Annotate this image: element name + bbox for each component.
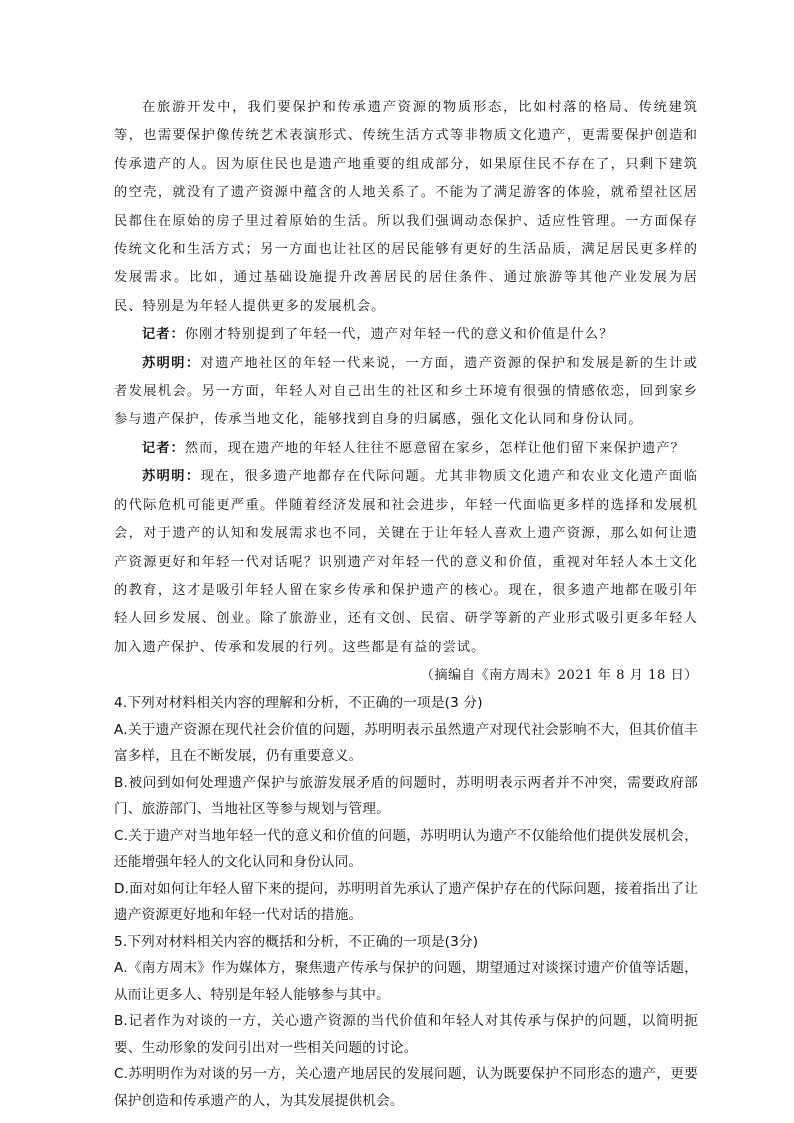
- question-stem: 5.下列对材料相关内容的概括和分析，不正确的一项是(3分): [114, 933, 479, 950]
- dialogue-text: 对遗产地社区的年轻一代来说，一方面，遗产资源的保护和发展是新的生计或者发展机会。另一方面，年轻人对自己出生的社区和乡土环境有很强的情感依恋，回到家乡参与遗产保护，传承当地文化，能够找到自身的归属感，强化文化认同和身份认同。: [114, 355, 698, 428]
- speaker-label: 苏明明：: [142, 469, 201, 485]
- dialogue-text: 然而，现在遗产地的年轻人往往不愿意留在家乡，怎样让他们留下来保护遗产？: [184, 440, 685, 456]
- option-c: C.苏明明作为对谈的另一方，关心遗产地居民的发展问题，认为既要保护不同形态的遗产，更要保护创造和传承遗产的人，为其发展提供机会。: [114, 1066, 698, 1109]
- dialogue-text: 现在，很多遗产地都存在代际问题。尤其非物质文化遗产和农业文化遗产面临的代际危机可能更严重。伴随着经济发展和社会进步，年轻一代面临更多样的选择和发展机会，对于遗产的认知和发展需求也不同，关键在于让年轻人喜欢上遗产资源，那么如何让遗产资源更好和年轻一代对话呢？识别遗产对年轻一代的意义和价值，重视对年轻人本土文化的教育，这才是吸引年轻人留在家乡传承和保护遗产的核心。现在，很多遗产地都在吸引年轻人回乡发展、创业。除了旅游业，还有文创、民宿、研学等新的产业形式吸引更多年轻人加入遗产保护、传承和发展的行列。这些都是有益的尝试。: [114, 469, 698, 655]
- speaker-label: 苏明明：: [142, 355, 201, 371]
- intro-paragraph: 在旅游开发中，我们要保护和传承遗产资源的物质形态，比如村落的格局、传统建筑等，也需要保护像传统艺术表演形式、传统生活方式等非物质文化遗产，更需要保护创造和传承遗产的人。因为原住民也是遗产地重要的组成部分，如果原住民不存在了，只剩下建筑的空壳，就没有了遗产资源中蕴含的人地关系了。不能为了满足游客的体验，就希望社区居民都住在原始的房子里过着原始的生活。所以我们强调动态保护、适应性管理。一方面保存传统文化和生活方式；另一方面也让社区的居民能够有更好的生活品质，满足居民更多样的发展需求。比如，通过基础设施提升改善居民的居住条件、通过旅游等其他产业发展为居民、特别是为年轻人提供更多的发展机会。: [114, 100, 698, 314]
- dialogue-line-3: [114, 435, 698, 463]
- speaker-label: 记者：: [142, 327, 185, 343]
- question-5: [114, 929, 698, 1115]
- dialogue-text: 你刚才特别提到了年轻一代，遗产对年轻一代的意义和价值是什么？: [184, 327, 614, 343]
- dialogue-line-2: [114, 350, 698, 435]
- question-stem: 4.下列对材料相关内容的理解和分析，不正确的一项是(3 分): [114, 695, 483, 712]
- option-a: A.《南方周末》作为媒体方，聚焦遗产传承与保护的问题，期望通过对谈探讨遗产价值等话题，从而让更多人、特别是年轻人能够参与其中。: [114, 960, 698, 1003]
- option-c: C.关于遗产对当地年轻一代的意义和价值的问题，苏明明认为遗产不仅能给他们提供发展机会，还能增强年轻人的文化认同和身份认同。: [114, 827, 698, 871]
- dialogue-line-1: [114, 321, 698, 349]
- speaker-label: 记者：: [142, 440, 185, 456]
- reading-passage: [114, 94, 698, 662]
- source-citation: （摘编自《南方周末》2021 年 8 月 18 日）: [420, 668, 698, 684]
- question-4: [114, 690, 698, 929]
- option-d: D.面对如何让年轻人留下来的提问，苏明明首先承认了遗产保护存在的代际问题，接着指出了让遗产资源更好地和年轻一代对话的措施。: [114, 880, 698, 924]
- option-b: B.被问到如何处理遗产保护与旅游发展矛盾的问题时，苏明明表示两者并不冲突，需要政府部门、旅游部门、当地社区等参与规划与管理。: [114, 774, 698, 818]
- exam-page: [114, 94, 698, 1114]
- option-a: A.关于遗产资源在现代社会价值的问题，苏明明表示虽然遗产对现代社会影响不大，但其价值丰富多样，且在不断发展，仍有重要意义。: [114, 721, 698, 765]
- dialogue-line-4: [114, 463, 698, 662]
- option-b: B.记者作为对谈的一方，关心遗产资源的当代价值和年轻人对其传承与保护的问题，以简明扼要、生动形象的发问引出对一些相关问题的讨论。: [114, 1013, 698, 1056]
